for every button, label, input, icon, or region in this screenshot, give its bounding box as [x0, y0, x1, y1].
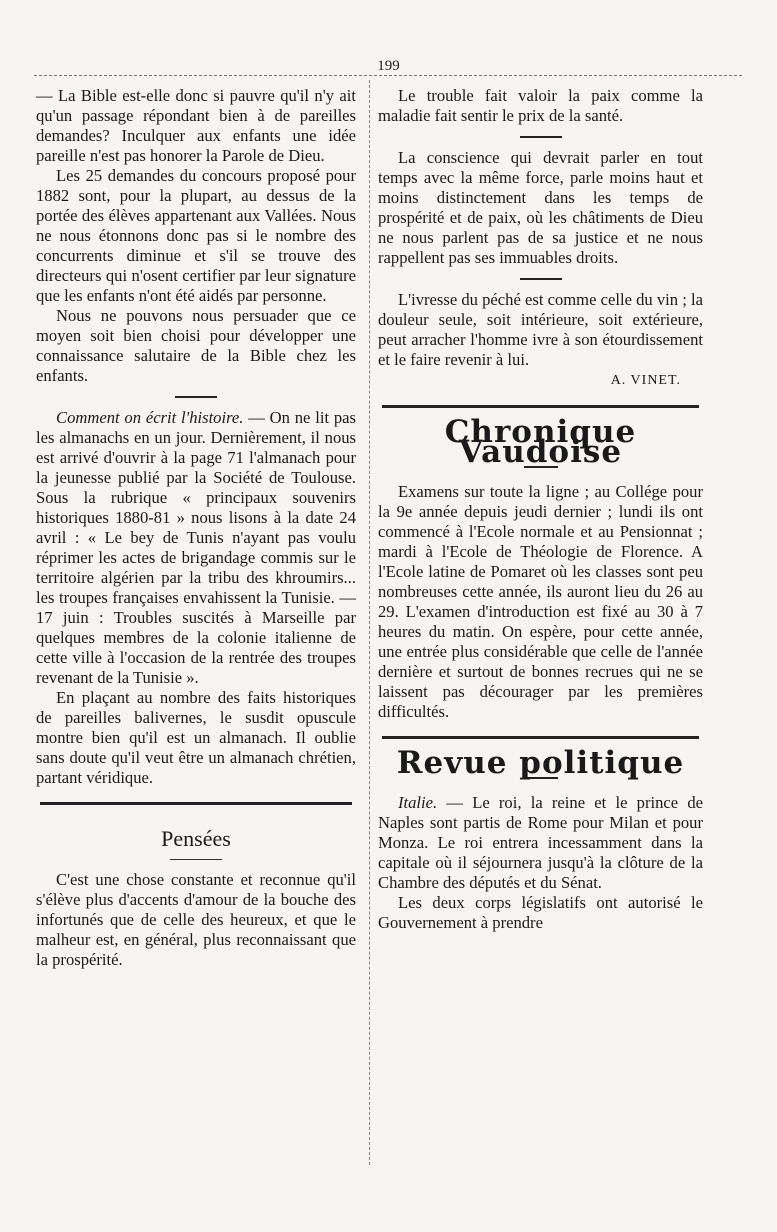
page-number: 199 — [377, 58, 400, 74]
column-divider — [369, 80, 370, 1165]
section-rule — [382, 405, 699, 408]
section-rule — [40, 802, 352, 805]
article-lead: Comment on écrit l'histoire. — [56, 408, 244, 427]
paragraph: Le trouble fait valoir la paix comme la maladie fait sentir le prix de la santé. — [378, 86, 703, 125]
separator — [175, 396, 217, 398]
separator — [170, 859, 222, 860]
paragraph: Les 25 demandes du concours proposé pour 1882 sont, pour la plupart, au dessus de la portée des élèves appartenant aux Vallées. Nous ne nous étonnons donc pas si le nombre des concurrents diminue et s'il se trouve des directeurs qui n'osent certifier par leur signature que les enfants n'ont été aidés par personne. — [36, 166, 356, 305]
article-body: — Le roi, la reine et le prince de Naples sont partis de Rome pour Milan et pour Monza. Le roi entrera incessamment dans la capitale où il séjournera jusqu'à la clôture de la Chambre des députés et du Sénat. — [378, 793, 703, 892]
article-body: — On ne lit pas les almanachs en un jour. Dernièrement, il nous est arrivé d'ouvrir à la page 71 l'almanach pour la jeunesse publié par la Société de Toulouse. Sous la rubrique « principaux souvenirs historiques 1880-81 » nous lisons à la date 24 avril : « Le bey de Tunis n'ayant pas voulu réprimer les actes de brigandage commis sur le territoire algérien par la tribu des khroumirs... les troupes françaises envahissent la Tunisie. — 17 juin : Troubles suscités à Marseille par quelques membres de la colonie italienne de cette ville à l'occasion de la rentrée des troupes revenant de la Tunisie ». — [36, 408, 357, 687]
pensees-heading: Pensées — [161, 826, 231, 851]
paragraph: C'est une chose constante et reconnue qu'il s'élève plus d'accents d'amour de la bouche des infortunés que de celle des heureux, et que le malheur est, en général, plus reconnaissant que la prospérité. — [36, 870, 356, 969]
left-column — [36, 86, 356, 970]
right-column — [378, 86, 703, 933]
separator — [520, 278, 562, 280]
paragraph: Nous ne pouvons nous persuader que ce moyen soit bien choisi pour développer une connaissance salutaire de la Bible chez les enfants. — [36, 306, 356, 385]
paragraph: Les deux corps législatifs ont autorisé le Gouvernement à prendre — [378, 893, 703, 932]
chronique-heading: Chronique Vaudoise — [444, 414, 637, 470]
revue-heading: Revue politique — [396, 745, 685, 781]
article-history — [36, 408, 356, 688]
paragraph: En plaçant au nombre des faits historiques de pareilles balivernes, le susdit opuscule montre bien qu'il est un almanach. Il oublie sans doute qu'il veut être un almanach chrétien, partant véridique. — [36, 688, 356, 787]
paragraph: La conscience qui devrait parler en tout temps avec la même force, parle moins haut et moins distinctement dans les temps de prospérité et de paix, où les châtiments de Dieu ne nous parlent pas de sa justice et ne nous rappellent pas ses immuables droits. — [378, 148, 703, 267]
header-rule — [34, 75, 742, 76]
section-rule — [382, 736, 699, 739]
article-lead: Italie. — [398, 793, 438, 812]
paragraph: L'ivresse du péché est comme celle du vin ; la douleur seule, soit intérieure, soit extérieure, peut arracher l'homme ivre à son étourdissement et le faire revenir à lui. — [378, 290, 703, 369]
article-italie — [378, 793, 703, 893]
paragraph: — La Bible est-elle donc si pauvre qu'il n'y ait qu'un passage répondant bien à de pareilles demandes? Inculquer aux enfants une idée pareille n'est pas honorer la Parole de Dieu. — [36, 86, 356, 165]
separator — [520, 136, 562, 138]
signature: A. VINET. — [610, 373, 681, 388]
paragraph: Examens sur toute la ligne ; au Collége pour la 9e année depuis jeudi dernier ; lundi ils ont commencé à l'Ecole normale et au Pensionnat ; mardi à l'Ecole de Théologie de Florence. A l'Ecole latine de Pomaret où les classes sont peu nombreuses cette année, ils auront lieu du 26 au 29. L'examen d'introduction est fixé au 30 à 7 heures du matin. On espère, pour cette année, une entrée plus considérable que celle de l'année dernière et surtout de bonnes recrues qui ne se laissent pas décourager par les premières difficultés. — [378, 482, 703, 721]
